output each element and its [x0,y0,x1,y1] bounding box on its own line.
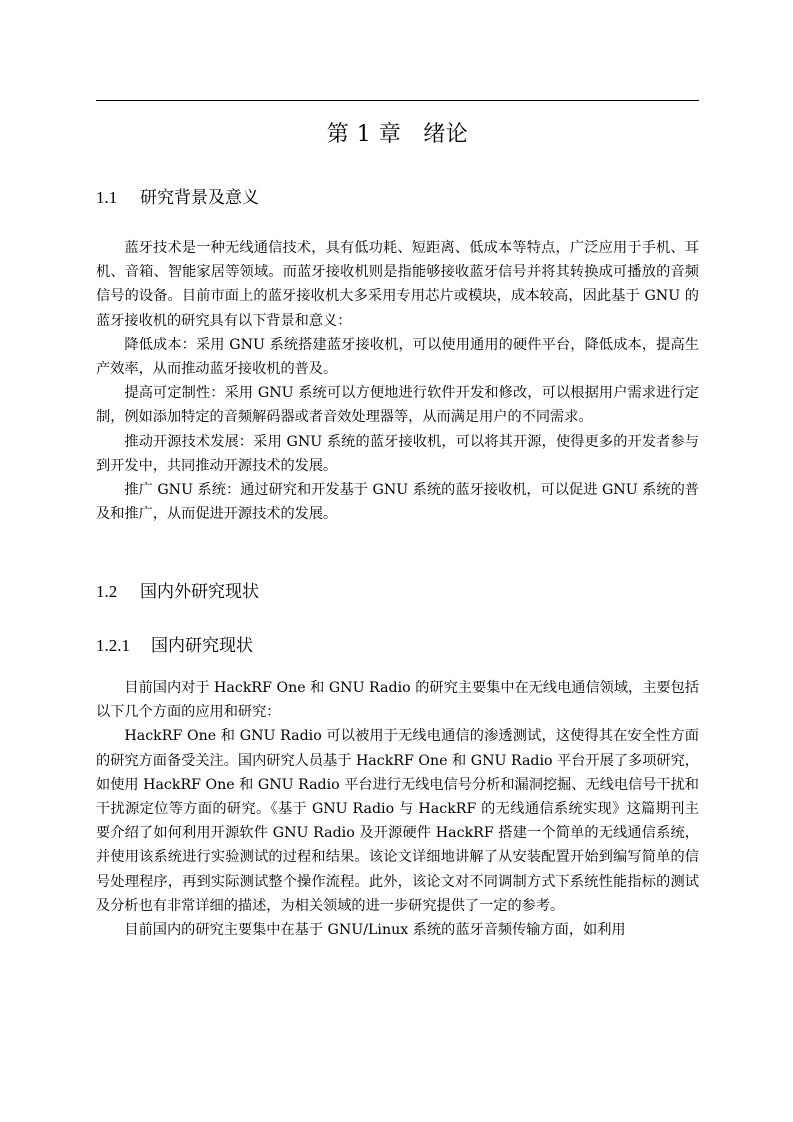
document-page [96,0,699,1122]
paragraph: 蓝牙技术是一种无线通信技术，具有低功耗、短距离、低成本等特点，广泛应用于手机、耳机、音箱、智能家居等领域。而蓝牙接收机则是指能够接收蓝牙信号并将其转换成可播放的音频信号的设备。目前市面上的蓝牙接收机大多采用专用芯片或模块，成本较高，因此基于 GNU 的蓝牙接收机的研究具有以下背景和意义： [96,240,699,329]
section-title: 研究背景及意义 [140,188,259,208]
paragraph: 推动开源技术发展：采用 GNU 系统的蓝牙接收机，可以将其开源，使得更多的开发者参与到开发中，共同推动开源技术的发展。 [96,433,699,474]
section-heading-1-1 [96,185,259,211]
section-1-2-1-body [96,676,699,942]
paragraph: 推广 GNU 系统：通过研究和开发基于 GNU 系统的蓝牙接收机，可以促进 GNU 系统的普及和推广，从而促进开源技术的发展。 [96,482,699,523]
chapter-name: 绪论 [423,122,469,147]
paragraph: HackRF One 和 GNU Radio 可以被用于无线电通信的渗透测试，这使得其在安全性方面的研究方面备受关注。国内研究人员基于 HackRF One 和 GNU Radio 平台开展了多项研究，如使用 HackRF One 和 GNU Radio 平台进行无线电信号分析和漏洞挖掘、无线电信号干扰和干扰源定位等方面的研究。《基于 GNU Radio 与 HackRF 的无线通信系统实现》这篇期刊主要介绍了如何利用开源软件 GNU Radio 及开源硬件 HackRF 搭建一个简单的无线通信系统，并使用该系统进行实验测试的过程和结果。该论文详细地讲解了从安装配置开始到编写简单的信号处理程序，再到实际测试整个操作流程。此外，该论文对不同调制方式下系统性能指标的测试及分析也有非常详细的描述，为相关领域的进一步研究提供了一定的参考。 [96,728,699,914]
section-number: 1.1 [96,188,118,207]
paragraph: 提高可定制性：采用 GNU 系统可以方便地进行软件开发和修改，可以根据用户需求进行定制，例如添加特定的音频解码器或者音效处理器等，从而满足用户的不同需求。 [96,385,699,426]
chapter-title [96,118,699,152]
subsection-title: 国内研究现状 [151,636,253,656]
chapter-label: 第 1 章 [326,122,402,147]
subsection-number: 1.2.1 [96,636,130,655]
subsection-heading-1-2-1 [96,633,253,659]
section-title: 国内外研究现状 [140,582,259,602]
paragraph: 目前国内的研究主要集中在基于 GNU/Linux 系统的蓝牙音频传输方面，如利用 [124,922,626,939]
header-rule [96,100,699,101]
section-heading-1-2 [96,579,259,605]
paragraph: 降低成本：采用 GNU 系统搭建蓝牙接收机，可以使用通用的硬件平台，降低成本，提高生产效率，从而推动蓝牙接收机的普及。 [96,336,699,378]
paragraph: 目前国内对于 HackRF One 和 GNU Radio 的研究主要集中在无线电通信领域，主要包括以下几个方面的应用和研究： [96,680,699,721]
section-number: 1.2 [96,582,118,601]
section-1-1-body [96,236,699,526]
